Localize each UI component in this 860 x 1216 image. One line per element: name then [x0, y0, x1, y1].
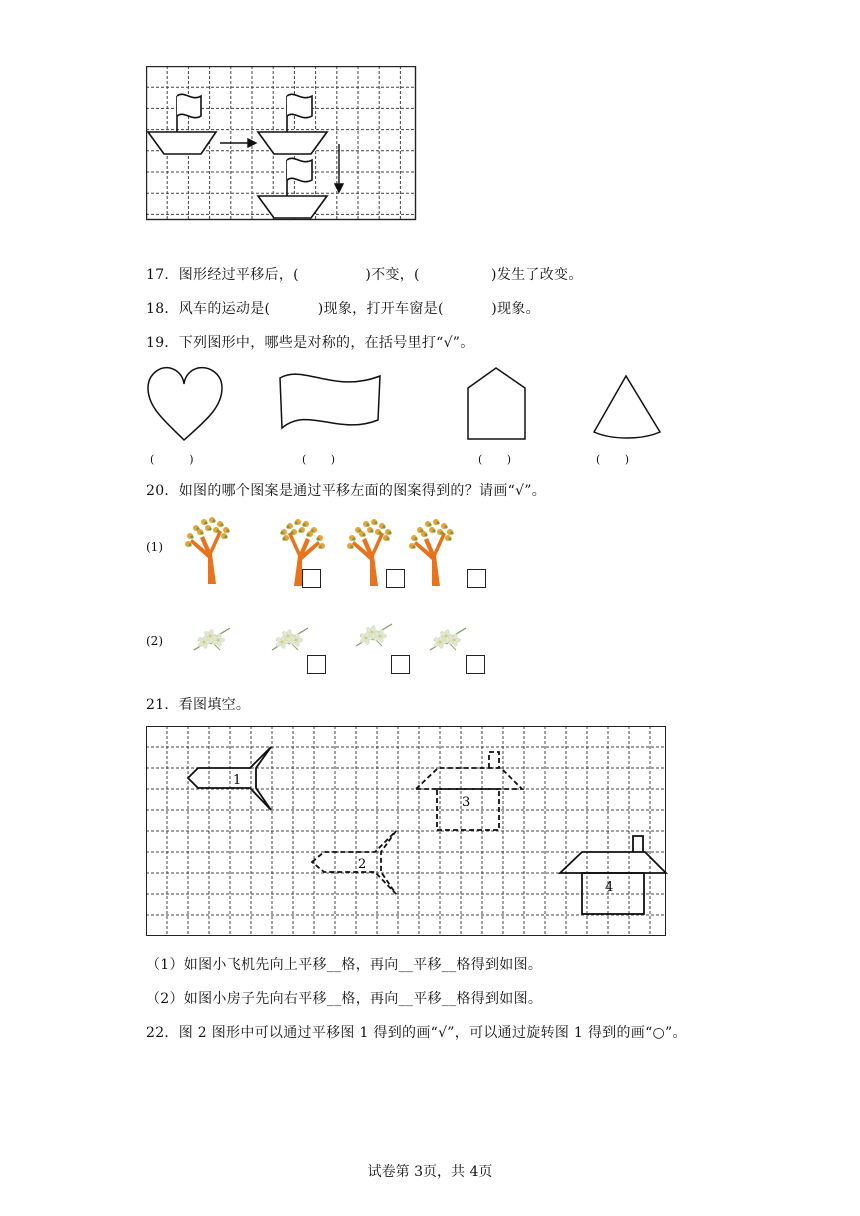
sector-shape [590, 374, 664, 442]
boat-1 [148, 94, 216, 154]
tree-option-3 [402, 516, 458, 588]
plane-house-grid [146, 726, 668, 938]
question-22: 22．图 2 图形中可以通过平移图 1 得到的画“√”，可以通过旋转图 1 得到的画“○”。 [146, 1025, 687, 1041]
wave-flag-shape [278, 370, 384, 436]
question-18: 18．风车的运动是( )现象，打开车窗是( )现象。 [146, 301, 540, 317]
pentagon-house-shape [464, 366, 530, 442]
question-21-2: （2）如图小房子先向右平移__格，再向__平移__格得到如图。 [146, 991, 543, 1007]
q19-paren-4: ( ) [596, 453, 630, 466]
answer-box-2-3[interactable] [466, 655, 485, 674]
boat-translation-grid [146, 66, 418, 222]
plane-2-label: 2 [358, 857, 367, 872]
q19-paren-1: ( ) [150, 453, 194, 466]
answer-box-2-1[interactable] [307, 655, 326, 674]
house-3-label: 3 [462, 795, 471, 810]
plane-1-label: 1 [233, 773, 242, 788]
flower-option-1 [268, 620, 312, 656]
page-footer: 试卷第 3页，共 4页 [367, 1164, 493, 1180]
boat-2 [258, 94, 327, 154]
house-3 [416, 752, 522, 830]
question-17: 17．图形经过平移后，( )不变，( )发生了改变。 [146, 267, 583, 283]
question-21-1: （1）如图小飞机先向上平移__格，再向__平移__格得到如图。 [146, 957, 543, 973]
q20-row-label-1: (1) [146, 540, 163, 554]
question-21: 21．看图填空。 [146, 697, 251, 713]
plane-2 [312, 831, 396, 894]
flower-option-3 [426, 620, 470, 656]
tree-original [178, 514, 234, 586]
answer-box-1-3[interactable] [467, 569, 486, 588]
answer-box-2-2[interactable] [391, 655, 410, 674]
flower-original [190, 620, 234, 656]
house-4-label: 4 [605, 880, 614, 895]
q20-row-label-2: (2) [146, 634, 163, 648]
boat-3 [258, 158, 327, 218]
flower-option-2 [352, 616, 396, 652]
question-20: 20．如图的哪个图案是通过平移左面的图案得到的？请画“√”。 [146, 483, 547, 499]
answer-box-1-2[interactable] [386, 569, 405, 588]
q19-paren-3: ( ) [478, 453, 512, 466]
question-19: 19．下列图形中，哪些是对称的，在括号里打“√”。 [146, 335, 475, 351]
q19-paren-2: ( ) [302, 453, 336, 466]
heart-shape [146, 366, 226, 446]
answer-box-1-1[interactable] [302, 569, 321, 588]
arrow-right-icon [220, 139, 256, 147]
